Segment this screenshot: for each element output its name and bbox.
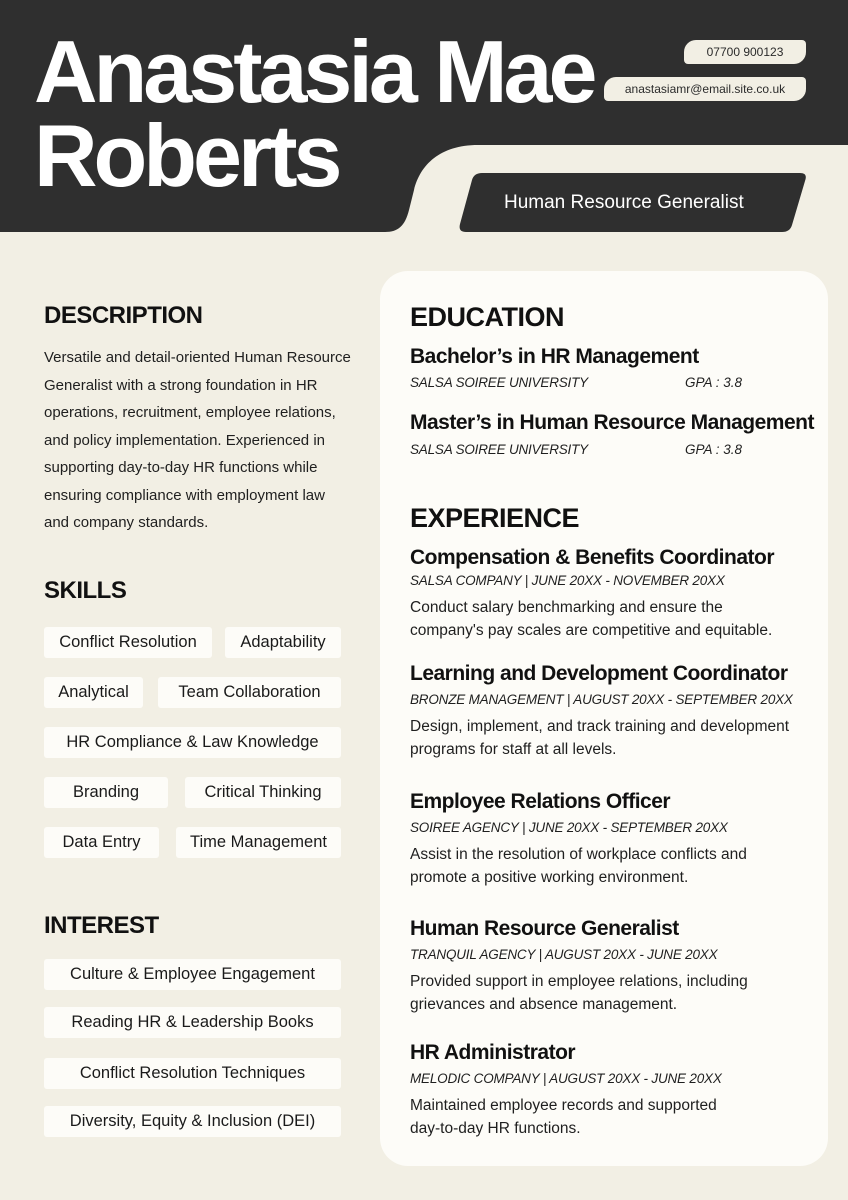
education-gpa: GPA : 3.8 [685,442,743,457]
experience-title: Employee Relations Officer [410,790,671,813]
education-degree: Bachelor’s in HR Management [410,345,699,368]
phone-badge: 07700 900123 [684,40,806,64]
education-degree: Master’s in Human Resource Management [410,411,814,434]
experience-description: Assist in the resolution of workplace conflicts and promote a positive working environment. [410,846,747,886]
description-heading: DESCRIPTION [44,302,203,329]
description-text: Versatile and detail-oriented Human Resource Generalist with a strong foundation in HR operations, recruitment, employee relations, and policy implementation. Experienced in supporting day-to-day HR functions while ensuring compliance with employment law and company standards. [44,349,351,531]
education-heading: EDUCATION [410,302,564,332]
experience-title: Human Resource Generalist [410,917,679,940]
education-school: SALSA SOIREE UNIVERSITY [410,442,588,457]
skill-chip: Critical Thinking [185,777,341,808]
email-badge: anastasiamr@email.site.co.uk [604,77,806,101]
name-last-line: Roberts [34,106,339,205]
job-title: Human Resource Generalist [504,192,744,213]
experience-meta: MELODIC COMPANY | AUGUST 20XX - JUNE 20XX [410,1071,722,1086]
interest-chip: Diversity, Equity & Inclusion (DEI) [44,1106,341,1137]
experience-heading: EXPERIENCE [410,503,580,533]
experience-meta: SALSA COMPANY | JUNE 20XX - NOVEMBER 20XX [410,573,725,588]
experience-title: Compensation & Benefits Coordinator [410,546,775,569]
experience-title: HR Administrator [410,1041,576,1064]
experience-meta: BRONZE MANAGEMENT | AUGUST 20XX - SEPTEMBER 20XX [410,692,793,707]
skill-chip: Data Entry [44,827,159,858]
experience-description: Design, implement, and track training and development programs for staff at all levels. [410,718,790,758]
skill-chip: Branding [44,777,168,808]
interest-chip: Reading HR & Leadership Books [44,1007,341,1038]
skill-chip: Adaptability [225,627,341,658]
skill-chip: Time Management [176,827,341,858]
interest-chip: Culture & Employee Engagement [44,959,341,990]
interest-chip: Conflict Resolution Techniques [44,1058,341,1089]
education-gpa: GPA : 3.8 [685,375,743,390]
skills-heading: SKILLS [44,577,127,604]
education-school: SALSA SOIREE UNIVERSITY [410,375,588,390]
experience-description: Conduct salary benchmarking and ensure the company's pay scales are competitive and equitable. [410,599,773,639]
experience-meta: SOIREE AGENCY | JUNE 20XX - SEPTEMBER 20XX [410,820,728,835]
name-first-line: Anastasia Mae [34,22,594,121]
skill-chip: HR Compliance & Law Knowledge [44,727,341,758]
skill-chip: Team Collaboration [158,677,341,708]
experience-meta: TRANQUIL AGENCY | AUGUST 20XX - JUNE 20XX [410,947,718,962]
experience-description: Provided support in employee relations, including grievances and absence management. [410,973,748,1013]
experience-title: Learning and Development Coordinator [410,662,788,685]
experience-description: Maintained employee records and supported day-to-day HR functions. [410,1097,717,1137]
skill-chip: Conflict Resolution [44,627,212,658]
skill-chip: Analytical [44,677,143,708]
interest-heading: INTEREST [44,912,159,939]
